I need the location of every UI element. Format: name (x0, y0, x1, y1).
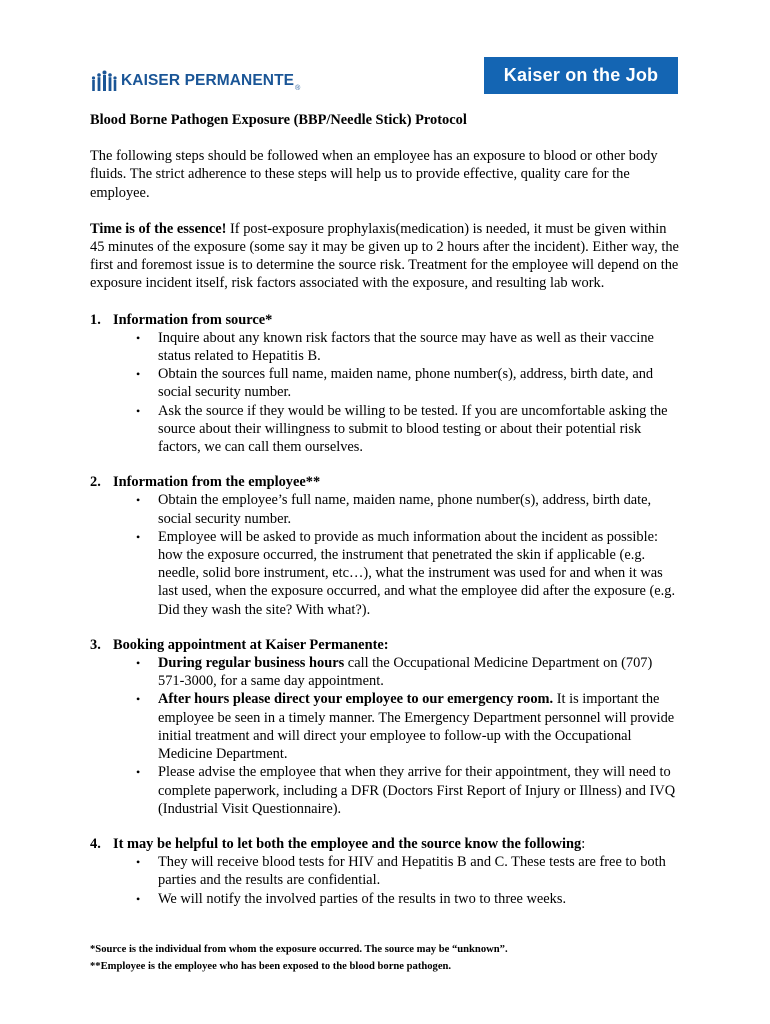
section-3 (90, 636, 682, 818)
bullet-item (90, 402, 682, 457)
section-4 (90, 835, 682, 908)
bullet-list (90, 853, 682, 908)
essence-paragraph (90, 220, 682, 293)
kaiser-permanente-logo (90, 70, 300, 92)
bullet-icon: • (136, 656, 141, 671)
section-heading-label: Booking appointment at Kaiser Permanente: (113, 636, 389, 653)
bullet-text: Obtain the sources full name, maiden name, phone number(s), address, birth date, and social security number. (158, 366, 654, 401)
section-heading (90, 473, 682, 491)
bullet-icon: • (136, 367, 141, 382)
footnote-employee: **Employee is the employee who has been exposed to the blood borne pathogen. (90, 961, 452, 972)
essence-lead: Time is of the essence! (90, 220, 227, 237)
bullet-bold-text: After hours please direct your employee to our emergency room. (158, 691, 554, 708)
document-title: Blood Borne Pathogen Exposure (BBP/Needle Stick) Protocol (90, 112, 467, 128)
bullet-item (90, 329, 682, 365)
bullet-icon: • (136, 403, 141, 418)
section-heading (90, 311, 682, 329)
section-heading-text (113, 311, 272, 329)
bullet-icon: • (136, 529, 141, 544)
section-2 (90, 473, 682, 619)
bullet-item (90, 690, 682, 763)
section-heading-tail: : (581, 835, 586, 852)
bullet-icon: • (136, 493, 141, 508)
bullet-text: Employee will be asked to provide as much information about the incident as possible: how the exposure occurred, the instrument that penetrated the skin if applicable (e.g. needle, solid bore instrument, etc…), what the instrument was used for and when it was last used, when the exposure occurred, and what the employee did after the exposure (e.g. Did they wash the site? With what?). (158, 528, 676, 618)
essence-text: If post-exposure prophylaxis(medication) is needed, it must be given within 45 minutes of the exposure (some say it may be given up to 2 hours after the incident). Either way, the first and foremost issue is to determine the source risk. Treatment for the employee will depend on the exposure incident itself, risk factors associated with the exposure, and resulting lab work. (90, 220, 679, 292)
bullet-text: We will notify the involved parties of the results in two to three weeks. (158, 890, 567, 907)
section-heading (90, 835, 682, 853)
section-heading-label: Information from source* (113, 311, 273, 328)
bullet-bold-text: During regular business hours (158, 655, 345, 672)
bullet-icon: • (136, 330, 141, 345)
section-heading-text (113, 636, 389, 654)
bullet-item (90, 654, 682, 690)
footnotes (90, 941, 508, 975)
section-heading-text (113, 473, 320, 491)
bullet-item (90, 365, 682, 401)
logo-wordmark: KAISER PERMANENTE (121, 72, 295, 90)
people-logo-icon (90, 70, 118, 92)
bullet-text: Inquire about any known risk factors that the source may have as well as their vaccine status related to Hepatitis B. (158, 329, 654, 365)
document-body (90, 111, 682, 925)
section-number: 4. (90, 835, 101, 852)
bullet-list (90, 329, 682, 456)
section-number: 2. (90, 474, 101, 491)
bullet-list (90, 654, 682, 818)
section-heading (90, 636, 682, 654)
section-number: 3. (90, 636, 101, 653)
kaiser-on-the-job-banner: Kaiser on the Job (484, 57, 678, 94)
bullet-text: They will receive blood tests for HIV and Hepatitis B and C. These tests are free to both parties and the results are confidential. (158, 854, 666, 889)
bullet-text: Please advise the employee that when they arrive for their appointment, they will need to complete paperwork, including a DFR (Doctors First Report of Injury or Illness) and IVQ (Industrial Visit Questionnaire). (158, 764, 676, 817)
bullet-item (90, 890, 682, 908)
bullet-text: call the Occupational Medicine Department on (707) 571-3000, for a same day appointment. (158, 655, 653, 690)
bullet-icon: • (136, 891, 141, 906)
bullet-icon: • (136, 855, 141, 870)
bullet-item (90, 853, 682, 889)
bullet-icon: • (136, 765, 141, 780)
section-heading-label: Information from the employee** (113, 474, 321, 491)
page-header (90, 57, 678, 97)
bullet-icon: • (136, 692, 141, 707)
bullet-item (90, 491, 682, 527)
bullet-item (90, 528, 682, 619)
section-number: 1. (90, 311, 101, 328)
bullet-text: Ask the source if they would be willing to be tested. If you are uncomfortable asking the source about their willingness to submit to blood testing or about their potential risk factors, we can call them ourselves. (158, 402, 668, 456)
section-heading-label: It may be helpful to let both the employee and the source know the following (113, 835, 582, 852)
bullet-text: It is important the employee be seen in a timely manner. The Emergency Department personnel will provide initial treatment and will direct your employee to follow-up with the Occupational Medicine Department. (158, 691, 675, 763)
section-heading-text (113, 835, 585, 853)
footnote-source: *Source is the individual from whom the exposure occurred. The source may be “unknown”. (90, 944, 508, 955)
bullet-text: Obtain the employee’s full name, maiden name, phone number(s), address, birth date, social security number. (158, 492, 652, 527)
section-1 (90, 311, 682, 457)
protocol-sections (90, 311, 682, 908)
intro-paragraph: The following steps should be followed when an employee has an exposure to blood or other body fluids. The strict adherence to these steps will help us to provide effective, quality care for the employee. (90, 148, 658, 201)
bullet-item (90, 763, 682, 818)
bullet-list (90, 491, 682, 618)
registered-mark: ® (295, 85, 301, 92)
